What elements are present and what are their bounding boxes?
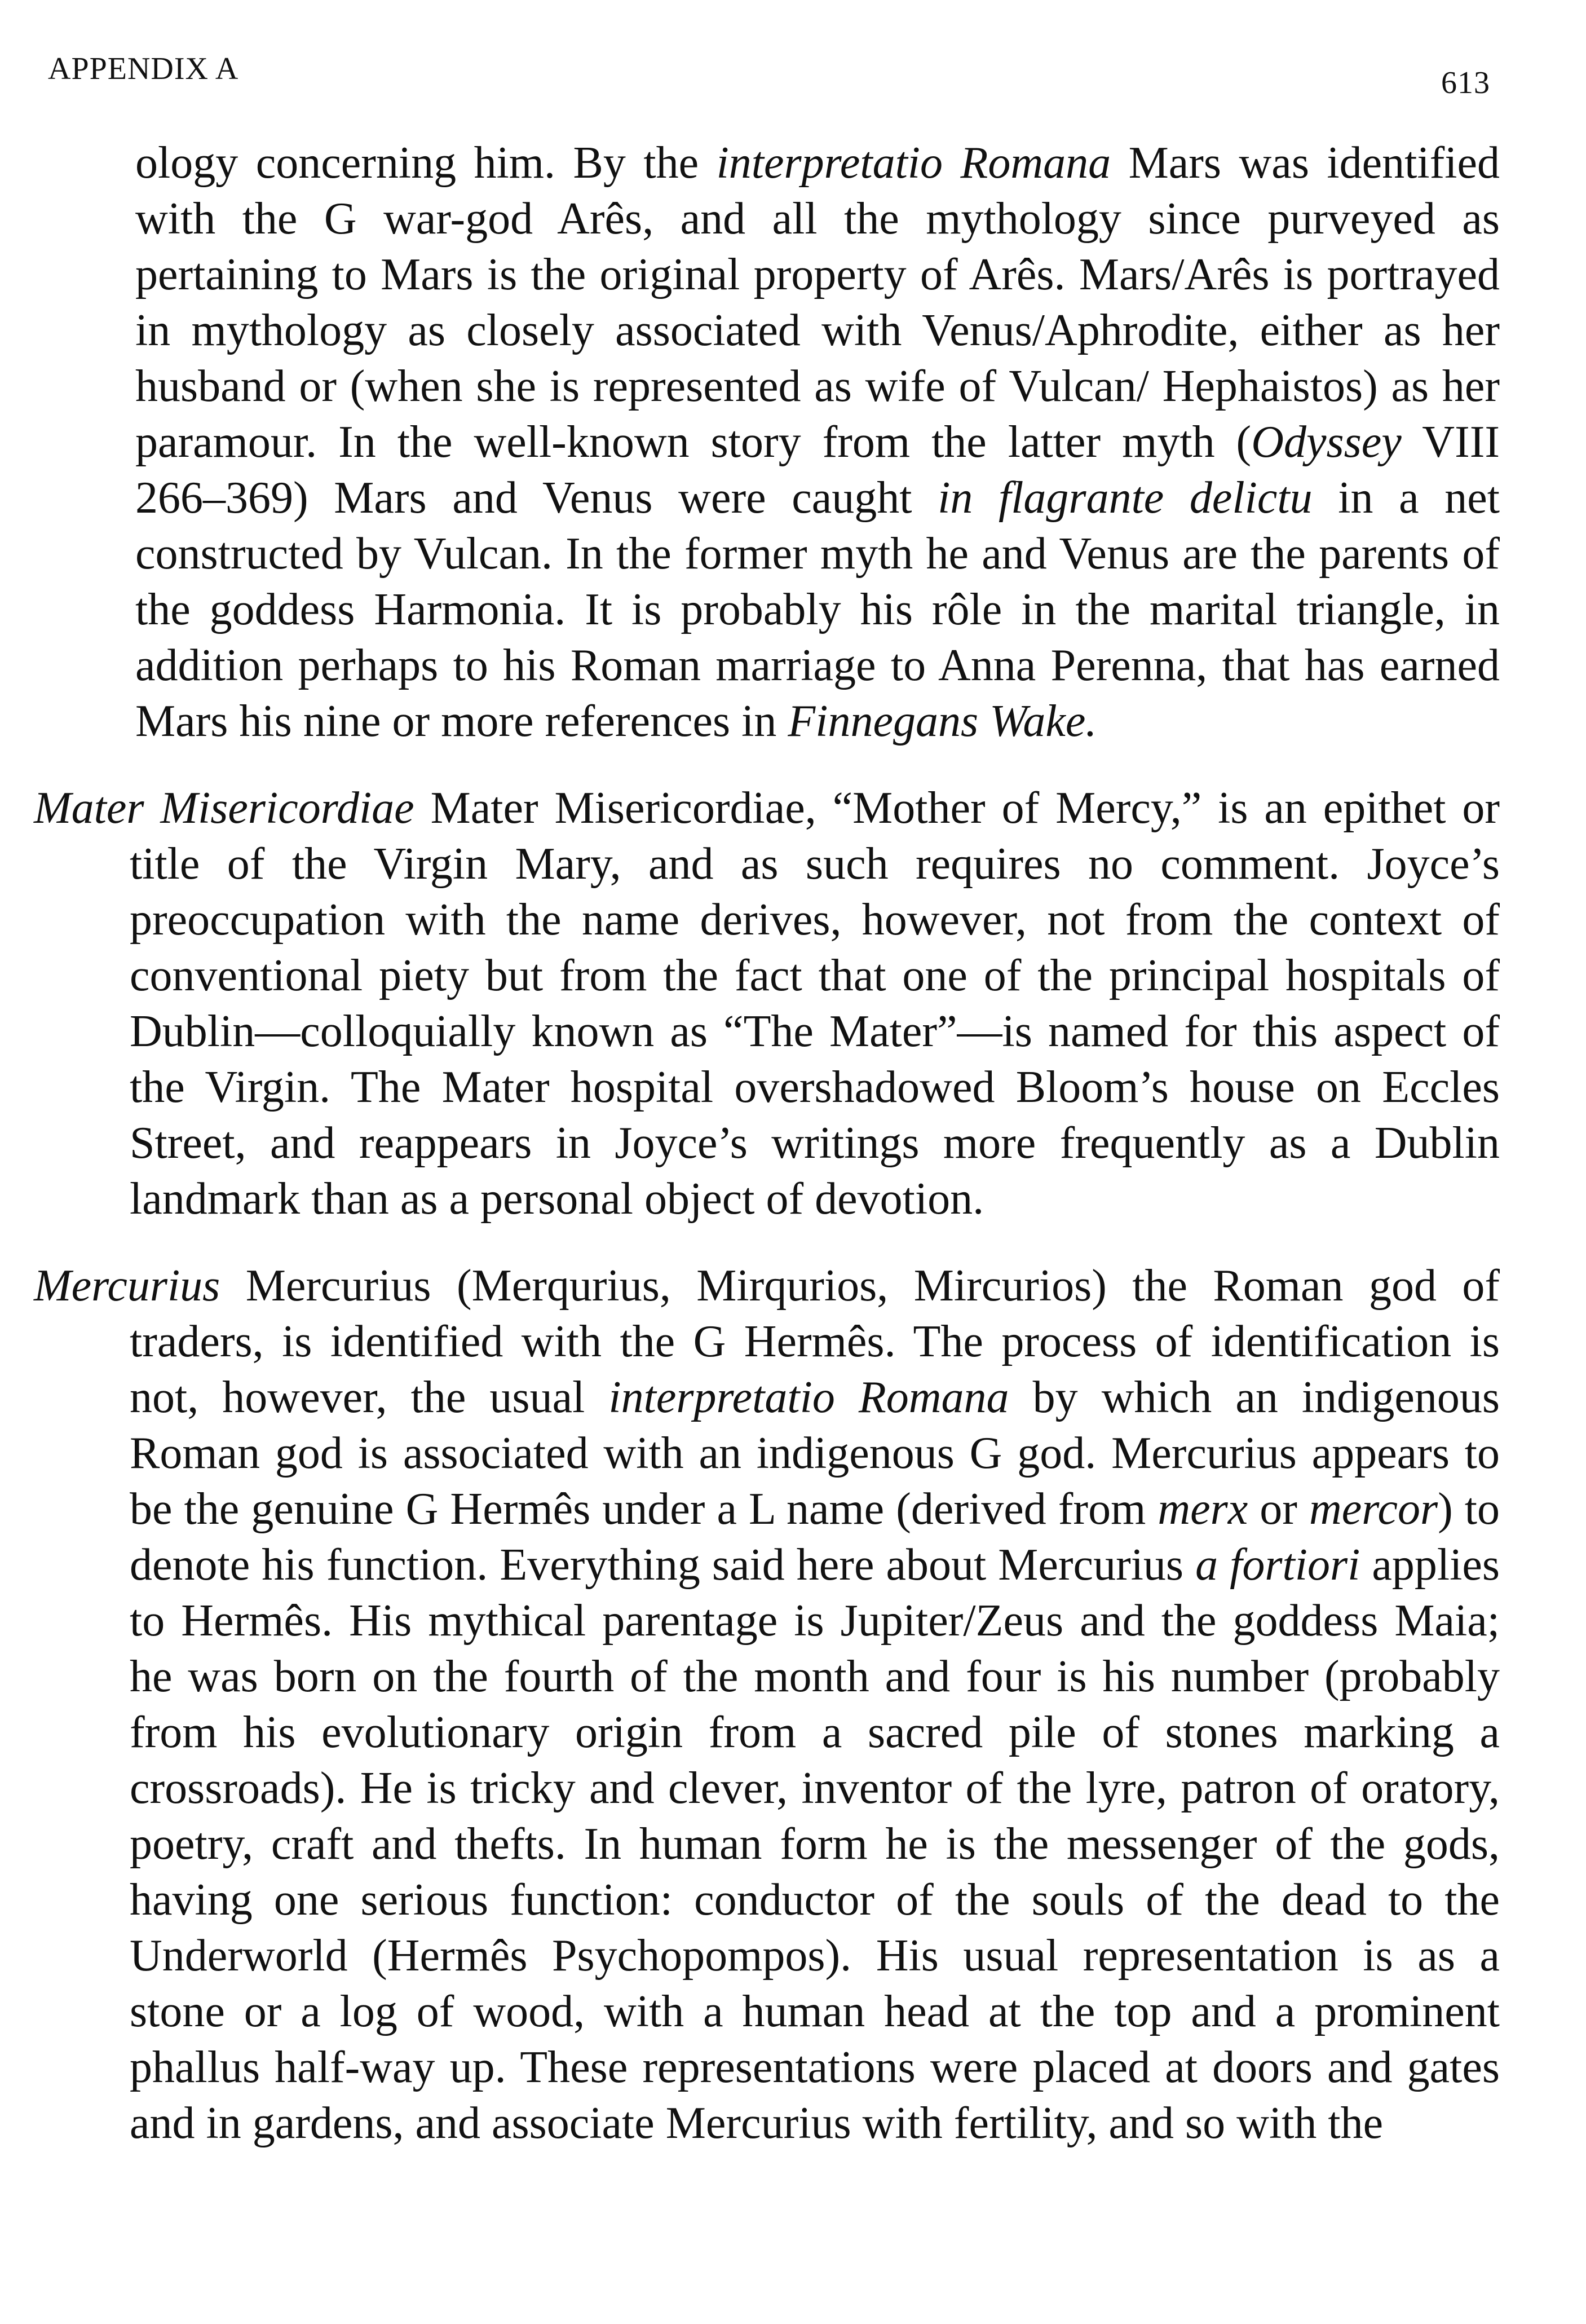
running-head: APPENDIX A: [48, 51, 239, 86]
italic-term: in flagrante delictu: [938, 473, 1313, 523]
italic-term: a fortiori: [1195, 1540, 1360, 1590]
entry-mercurius: [34, 1258, 1500, 2151]
entry-text: Mater Misericordiae, “Mother of Mercy,” is an epithet or title of the Virgin Mary, and as such requires no comment. Joyce’s preoccupation with the name derives, however, not from the context of conventional piety but from the fact that one of the principal hospitals of Dublin—colloquially known as “The Mater”—is named for this aspect of the Virgin. The Mater hospital overshadowed Bloom’s house on Eccles Street, and reappears in Joyce’s writings more frequently as a Dublin landmark than as a personal object of devotion.: [130, 783, 1500, 1224]
text-run: ology concerning him. By the: [135, 138, 717, 188]
italic-term: mercor: [1309, 1484, 1438, 1534]
italic-term: merx: [1158, 1484, 1248, 1534]
entry-text: Mercurius (Merqurius, Mirqurios, Mircurios) the Roman god of traders, is identified with the G Hermês. The process of identification is not, however, the usual: [130, 1261, 1500, 1422]
page-body: [34, 135, 1500, 2151]
italic-term: Odyssey: [1251, 417, 1402, 467]
entry-headword: Mercurius: [34, 1261, 220, 1311]
entry-text: ) to denote his function. Everything said here about Mercurius: [130, 1484, 1500, 1590]
entry-text: or: [1248, 1484, 1309, 1534]
page-number: 613: [1441, 65, 1490, 100]
entry-headword: Mater Misericordiae: [34, 783, 414, 833]
text-run: VIII 266–369) Mars and Venus were caught: [135, 417, 1500, 523]
page-header: [48, 39, 1490, 107]
text-run: in a net constructed by Vulcan. In the former myth he and Venus are the parents of the goddess Harmonia. It is probably his rôle in the marital triangle, in addition perhaps to his Roman marriage to Anna Perenna, that has earned Mars his nine or more references in: [135, 473, 1500, 746]
italic-term: interpretatio Romana: [608, 1373, 1009, 1422]
italic-term: interpretatio Romana: [716, 138, 1111, 188]
italic-term: Finnegans Wake.: [788, 696, 1097, 746]
entry-text: applies to Hermês. His mythical parentage is Jupiter/Zeus and the goddess Maia; he was born on the fourth of the month and four is his number (probably from his evolutionary origin from a sacred pile of stones marking a crossroads). He is tricky and clever, inventor of the lyre, patron of oratory, poetry, craft and thefts. In human form he is the messenger of the gods, having one serious function: conductor of the souls of the dead to the Underworld (Hermês Psychopompos). His usual representation is as a stone or a log of wood, with a human head at the top and a prominent phallus half-way up. These representations were placed at doors and gates and in gardens, and associate Mercurius with fertility, and so with the: [130, 1540, 1500, 2148]
continued-paragraph: [34, 135, 1500, 749]
entry-mater-misericordiae: [34, 780, 1500, 1227]
entry-text: by which an indigenous Roman god is associated with an indigenous G god. Mercurius appears to be the genuine G Hermês under a L name (derived from: [130, 1373, 1500, 1534]
text-run: Mars was identified with the G war-god Arês, and all the mythology since purveyed as pertaining to Mars is the original property of Arês. Mars/Arês is portrayed in mythology as closely associated with Venus/Aphrodite, either as her husband or (when she is represented as wife of Vulcan/ Hephaistos) as her paramour. In the well-known story from the latter myth (: [135, 138, 1500, 467]
